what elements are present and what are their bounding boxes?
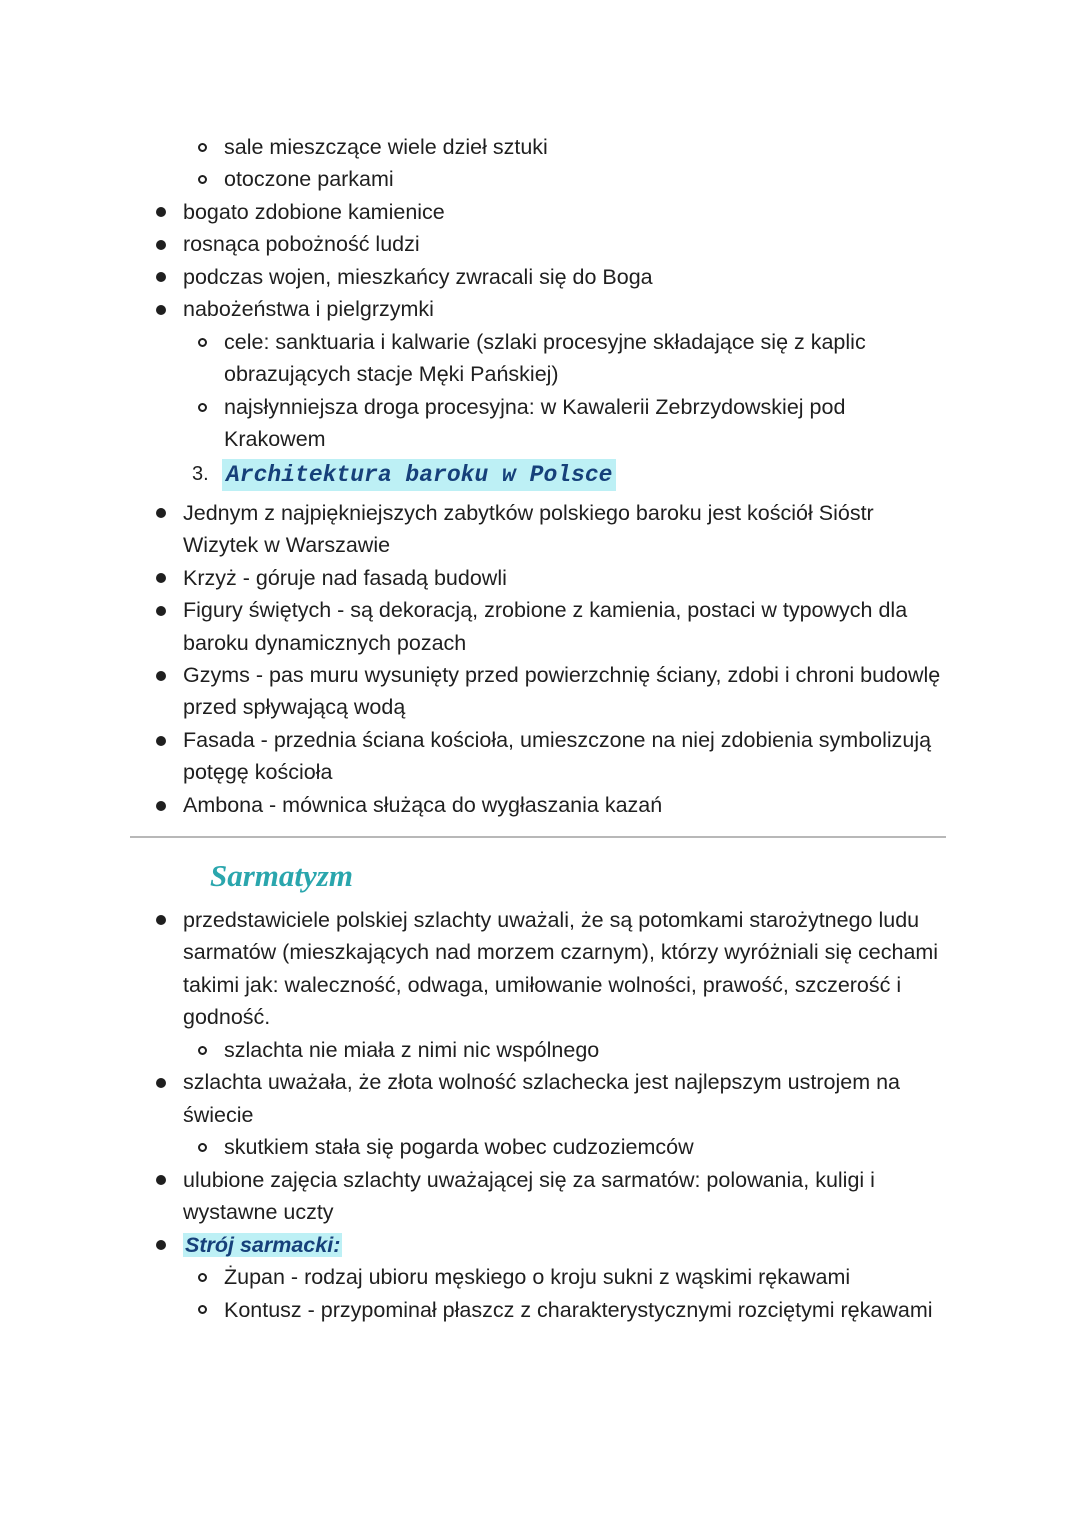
hollow-bullet-icon xyxy=(198,1305,207,1314)
list-item-continuation: takimi jak: waleczność, odwaga, umiłowanie wolności, prawość, szczerość i xyxy=(183,973,902,997)
list-item: Gzyms - pas muru wysunięty przed powierzchnię ściany, zdobi i chroni budowlę xyxy=(183,663,941,687)
list-item-continuation: Wizytek w Warszawie xyxy=(183,533,391,557)
bullet-icon xyxy=(156,915,166,925)
bullet-icon xyxy=(156,801,166,811)
list-item: Kontusz - przypominał płaszcz z charakterystycznymi rozciętymi rękawami xyxy=(224,1298,933,1322)
list-item-continuation: potęgę kościoła xyxy=(183,760,333,784)
list-item: sale mieszczące wiele dzieł sztuki xyxy=(224,135,548,159)
hollow-bullet-icon xyxy=(198,1143,207,1152)
bullet-icon xyxy=(156,305,166,315)
list-item: cele: sanktuaria i kalwarie (szlaki procesyjne składające się z kaplic xyxy=(224,330,866,354)
list-item-continuation: obrazujących stacje Męki Pańskiej) xyxy=(224,362,559,386)
list-item: Jednym z najpiękniejszych zabytków polskiego baroku jest kościół Sióstr xyxy=(183,501,874,525)
list-item: bogato zdobione kamienice xyxy=(183,200,445,224)
list-item: Figury świętych - są dekoracją, zrobione z kamienia, postaci w typowych dla xyxy=(183,598,908,622)
list-item-continuation: świecie xyxy=(183,1103,254,1127)
divider xyxy=(130,836,946,838)
bullet-icon xyxy=(156,207,166,217)
list-item: rosnąca pobożność ludzi xyxy=(183,232,420,256)
list-item: szlachta nie miała z nimi nic wspólnego xyxy=(224,1038,600,1062)
hollow-bullet-icon xyxy=(198,1046,207,1055)
section-heading: Architektura baroku w Polsce xyxy=(222,459,616,491)
bullet-icon xyxy=(156,671,166,681)
hollow-bullet-icon xyxy=(198,1273,207,1282)
heading-number: 3. xyxy=(192,463,209,485)
list-item: ulubione zajęcia szlachty uważającej się za sarmatów: polowania, kuligi i xyxy=(183,1168,875,1192)
hollow-bullet-icon xyxy=(198,175,207,184)
bullet-icon xyxy=(156,240,166,250)
highlighted-term: Strój sarmacki: xyxy=(185,1233,341,1257)
list-item-continuation: przed spływającą wodą xyxy=(183,695,406,719)
list-item: Żupan - rodzaj ubioru męskiego o kroju sukni z wąskimi rękawami xyxy=(224,1265,851,1289)
bullet-icon xyxy=(156,272,166,282)
list-item-continuation: baroku dynamicznych pozach xyxy=(183,631,467,655)
bullet-icon xyxy=(156,606,166,616)
list-item-continuation: Krakowem xyxy=(224,427,326,451)
list-item: przedstawiciele polskiej szlachty uważali, że są potomkami starożytnego ludu xyxy=(183,908,920,932)
bullet-icon xyxy=(156,1240,166,1250)
list-item-continuation: wystawne uczty xyxy=(183,1200,334,1224)
section-title: Sarmatyzm xyxy=(210,858,353,893)
list-item: nabożeństwa i pielgrzymki xyxy=(183,297,434,321)
bullet-icon xyxy=(156,736,166,746)
list-item: najsłynniejsza droga procesyjna: w Kawalerii Zebrzydowskiej pod xyxy=(224,395,846,419)
hollow-bullet-icon xyxy=(198,143,207,152)
list-item: Ambona - mównica służąca do wygłaszania kazań xyxy=(183,793,663,817)
bullet-icon xyxy=(156,508,166,518)
bullet-icon xyxy=(156,1175,166,1185)
bullet-icon xyxy=(156,573,166,583)
list-item-continuation: godność. xyxy=(183,1005,271,1029)
list-item: skutkiem stała się pogarda wobec cudzoziemców xyxy=(224,1135,694,1159)
hollow-bullet-icon xyxy=(198,338,207,347)
list-item: otoczone parkami xyxy=(224,167,394,191)
list-item: Krzyż - góruje nad fasadą budowli xyxy=(183,566,507,590)
list-item: podczas wojen, mieszkańcy zwracali się do Boga xyxy=(183,265,653,289)
list-item xyxy=(183,1229,342,1261)
bullet-icon xyxy=(156,1078,166,1088)
hollow-bullet-icon xyxy=(198,403,207,412)
list-item: szlachta uważała, że złota wolność szlachecka jest najlepszym ustrojem na xyxy=(183,1070,900,1094)
list-item: Fasada - przednia ściana kościoła, umieszczone na niej zdobienia symbolizują xyxy=(183,728,932,752)
list-item-continuation: sarmatów (mieszkających nad morzem czarnym), którzy wyróżniali się cechami xyxy=(183,940,939,964)
